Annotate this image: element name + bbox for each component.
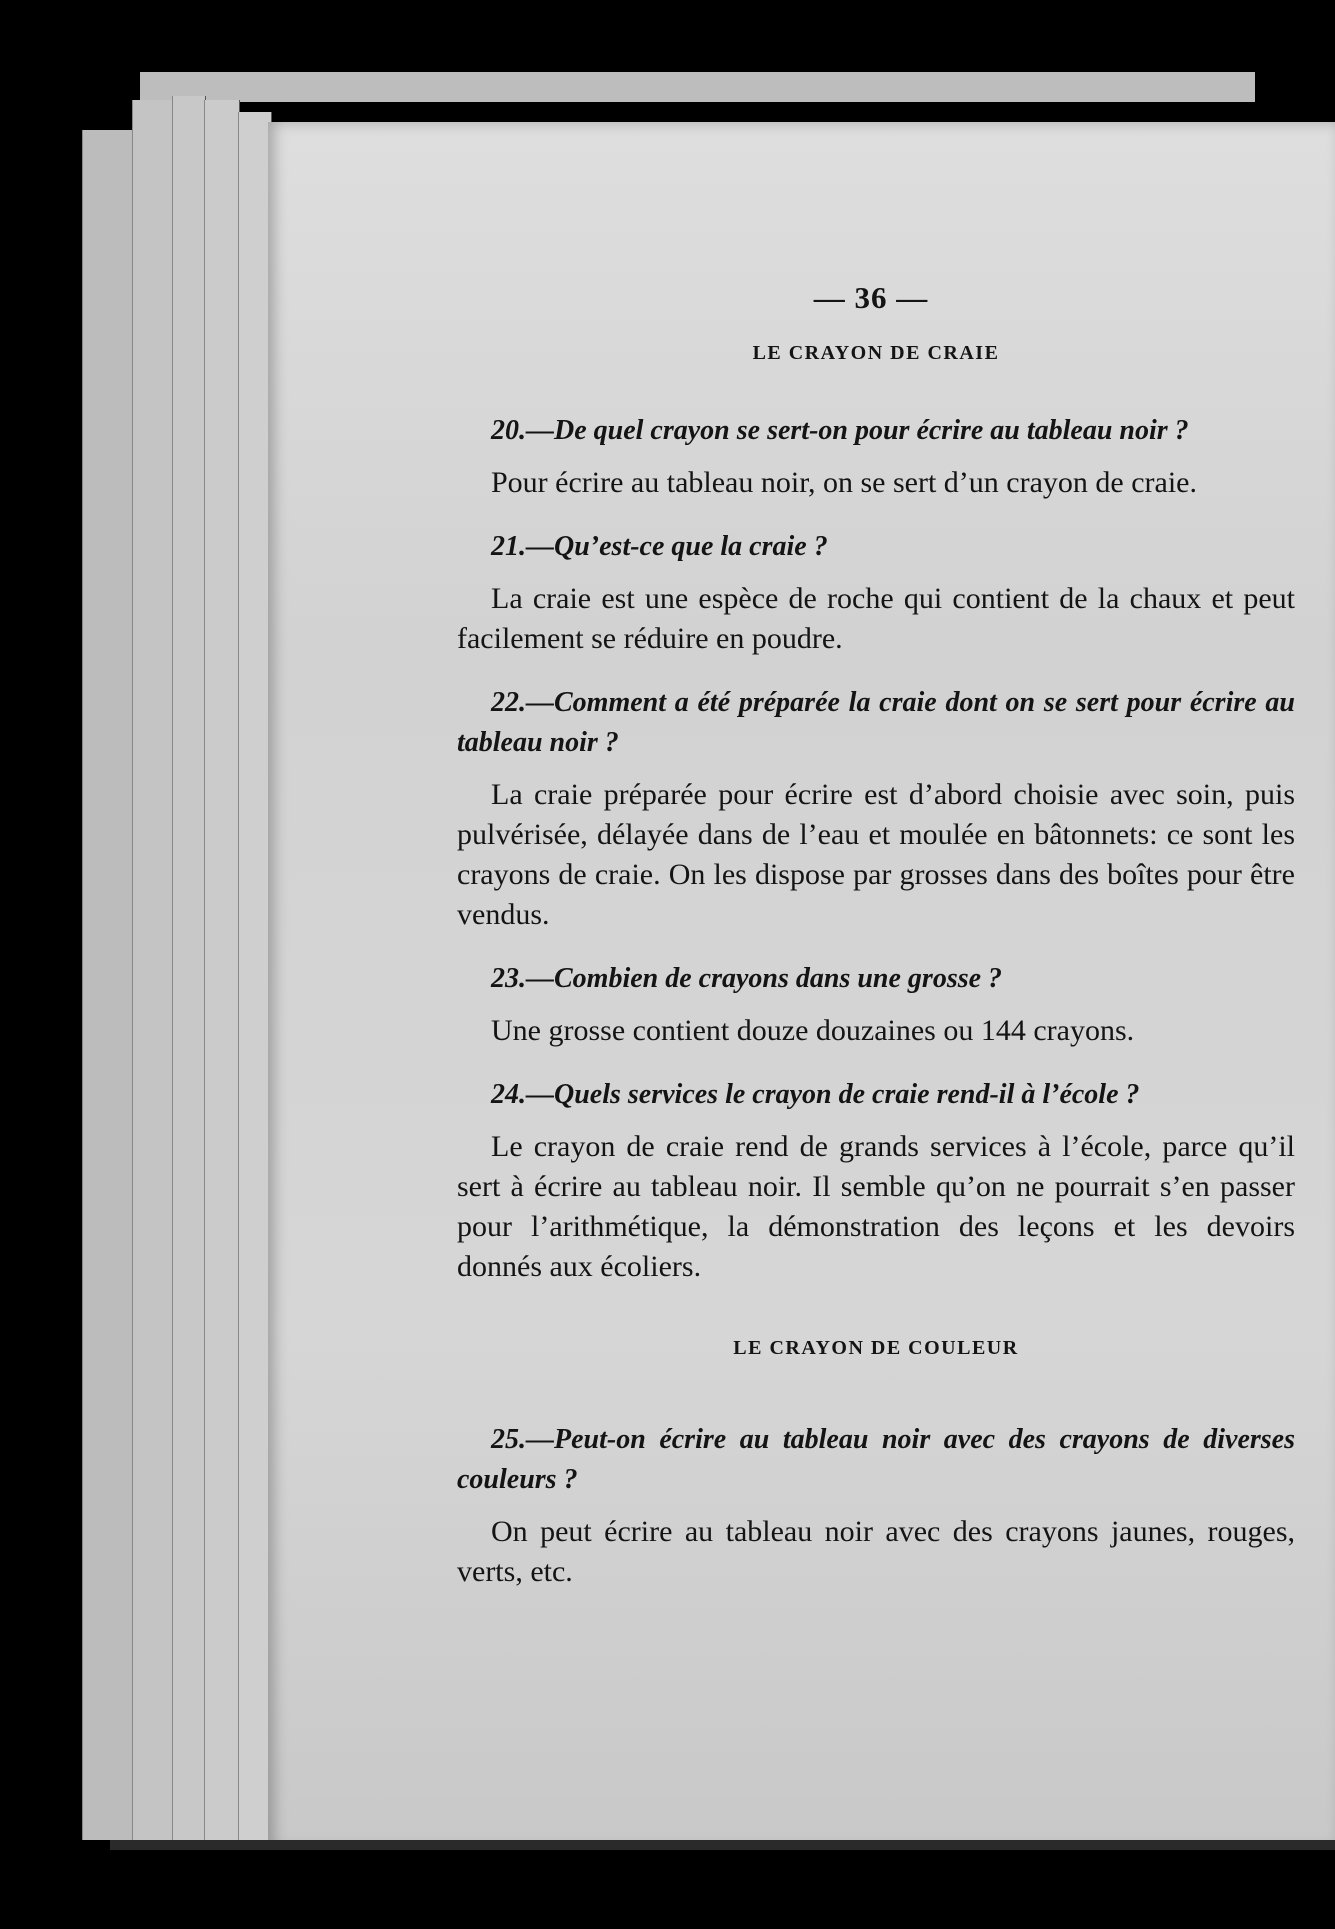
stack-edge-5 <box>238 112 272 1842</box>
question-21: 21.—Qu’est-ce que la craie ? <box>491 531 828 562</box>
question-23: 23.—Combien de crayons dans une grosse ? <box>491 963 1003 994</box>
question-20: 20.—De quel crayon se sert-on pour écrire au tableau noir ? <box>491 415 1189 446</box>
stack-edge-2 <box>132 100 174 1840</box>
question-22: 22.—Comment a été préparée la craie dont on se sert pour écrire au tableau noir ? <box>457 687 1295 758</box>
stack-edge-4 <box>204 100 240 1840</box>
stack-top-edge <box>140 72 1255 102</box>
answer-21: La craie est une espèce de roche qui contient de la chaux et peut facilement se réduire en poudre. <box>457 582 1295 655</box>
answer-22: La craie préparée pour écrire est d’abord choisie avec soin, puis pulvérisée, délayée dans de l’eau et moulée en bâtonnets: ce sont les crayons de craie. On les dispose par grosses dans des boîtes pour être vendus. <box>457 778 1295 931</box>
stack-edge-1 <box>82 130 134 1840</box>
answer-25: On peut écrire au tableau noir avec des crayons jaunes, rouges, verts, etc. <box>457 1515 1295 1588</box>
page-bottom-shadow <box>110 1840 1335 1850</box>
section-heading-craie: LE CRAYON DE CRAIE <box>752 342 1000 364</box>
answer-24: Le crayon de craie rend de grands services à l’école, parce qu’il sert à écrire au tableau noir. Il semble qu’on ne pourrait s’en passer pour l’arithmétique, la démonstration des leçons et les devoirs donnés aux écoliers. <box>457 1130 1295 1283</box>
page-number: — 36 — <box>813 280 929 315</box>
question-25: 25.—Peut-on écrire au tableau noir avec des crayons de diverses couleurs ? <box>457 1424 1295 1495</box>
page-content <box>457 280 1295 1616</box>
question-24: 24.—Quels services le crayon de craie rend-il à l’école ? <box>491 1079 1140 1110</box>
section-heading-couleur: LE CRAYON DE COULEUR <box>733 1337 1019 1359</box>
answer-20: Pour écrire au tableau noir, on se sert d’un crayon de craie. <box>491 466 1197 499</box>
answer-23: Une grosse contient douze douzaines ou 144 crayons. <box>491 1014 1135 1047</box>
stack-edge-3 <box>172 96 206 1840</box>
